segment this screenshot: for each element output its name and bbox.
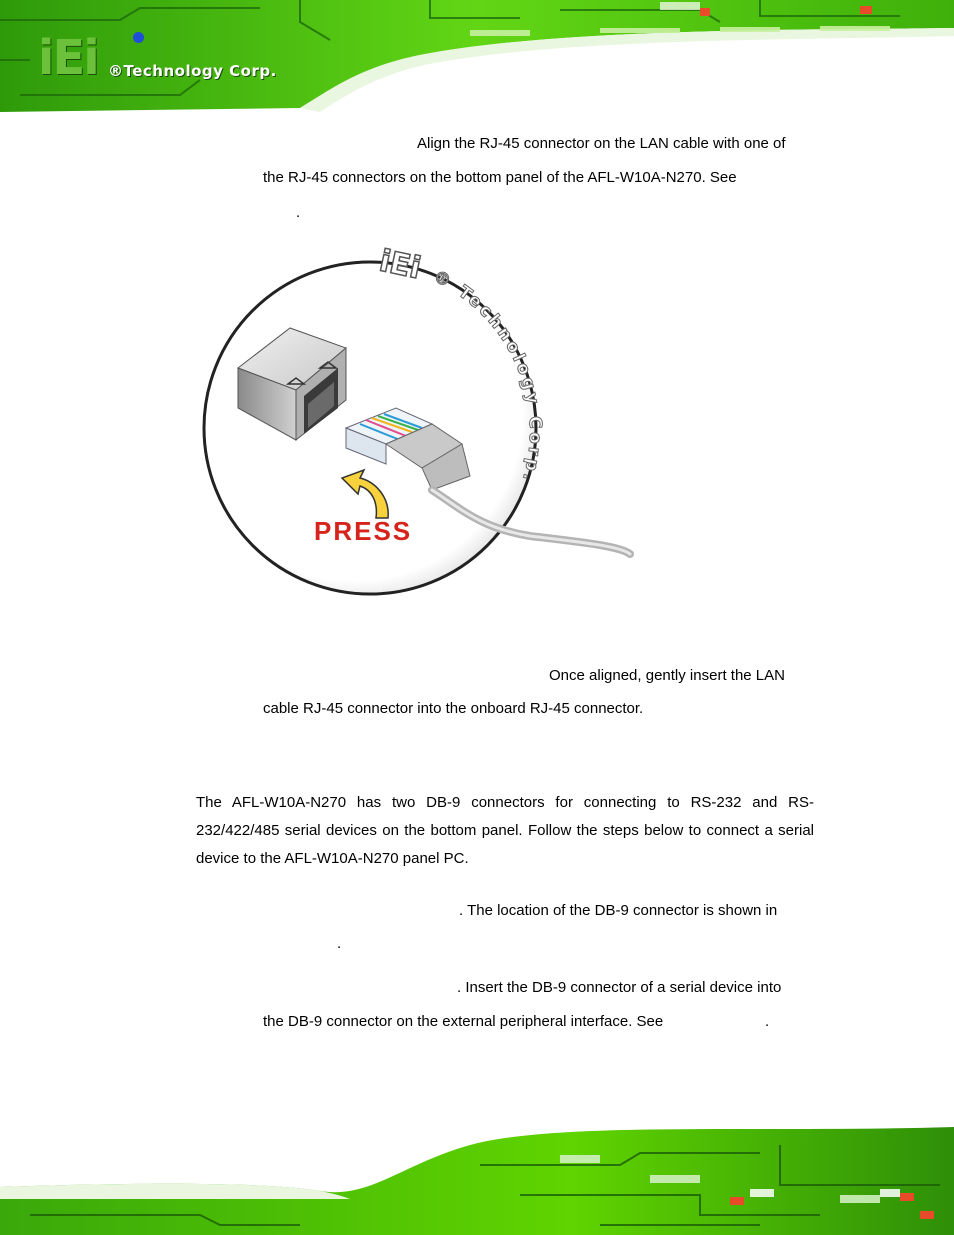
press-label: PRESS — [314, 516, 413, 546]
serial-step1-line1: . The location of the DB-9 connector is shown in — [459, 902, 778, 919]
step2-line2: cable RJ-45 connector into the onboard RJ-45 connector. — [263, 700, 644, 717]
serial-intro-paragraph: The AFL-W10A-N270 has two DB-9 connectors for connecting to RS-232 and RS-232/422/485 serial devices on the bottom panel. Follow the steps below to connect a serial device to the AFL-W10A-N270 panel PC. — [196, 794, 814, 867]
watermark-text-path: ® Technology Corp. — [429, 266, 546, 486]
step1-line2: the RJ-45 connectors on the bottom panel of the AFL-W10A-N270. See — [263, 169, 737, 186]
company-logo — [38, 30, 288, 86]
logo-text: ®Technology Corp. — [108, 62, 277, 80]
rj45-figure — [200, 228, 640, 608]
step2-line1: Once aligned, gently insert the LAN — [549, 667, 785, 684]
serial-step2-line2: the DB-9 connector on the external peripheral interface. See — [263, 1013, 664, 1030]
footer-banner — [0, 1125, 954, 1235]
serial-step1-line2: . — [337, 935, 342, 952]
serial-step2-line2-end: . — [765, 1013, 770, 1030]
logo-mark: iEi — [38, 30, 98, 86]
step1-line1: Align the RJ-45 connector on the LAN cable with one of — [417, 135, 786, 152]
logo-dot — [133, 32, 144, 43]
serial-step2-line1: . Insert the DB-9 connector of a serial device into — [457, 979, 782, 996]
step1-line3: . — [296, 204, 301, 221]
watermark-mark: iEi — [376, 243, 424, 287]
